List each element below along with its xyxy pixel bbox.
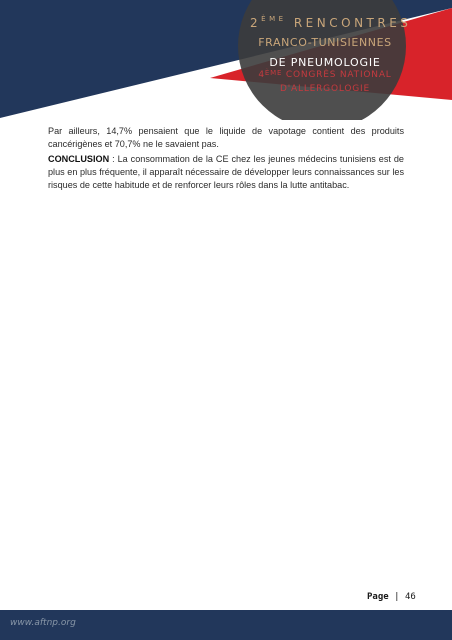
- page-number: 46: [404, 592, 416, 602]
- header-title-line4: 4ÈME CONGRÈS NATIONAL: [258, 69, 392, 80]
- conclusion-text: : La consommation de la CE chez les jeunes médecins tunisiens est de plus en plus fréquente, il apparaît nécessaire de développer leurs connaissances sur les risques de cette habitude et de renforcer leurs rôles dans la lutte antitabac.: [48, 154, 404, 190]
- footer-light-band: [0, 600, 452, 610]
- header-title-line1: 2ÈME RENCONTRES: [250, 15, 412, 30]
- page-word: Page: [367, 592, 389, 602]
- conclusion-label: CONCLUSION: [48, 154, 110, 164]
- header-title-line2: FRANCO-TUNISIENNES: [258, 36, 392, 49]
- header-title-line5: D'ALLERGOLOGIE: [280, 84, 370, 94]
- page-separator: |: [388, 592, 405, 602]
- results-paragraph: Par ailleurs, 14,7% pensaient que le liquide de vapotage contient des produits cancérigènes et 70,7% ne le savaient pas.: [48, 126, 404, 149]
- website-link[interactable]: www.aftnp.org: [10, 618, 76, 628]
- conclusion-paragraph: [48, 153, 404, 192]
- header-title-line3: DE PNEUMOLOGIE: [269, 56, 381, 69]
